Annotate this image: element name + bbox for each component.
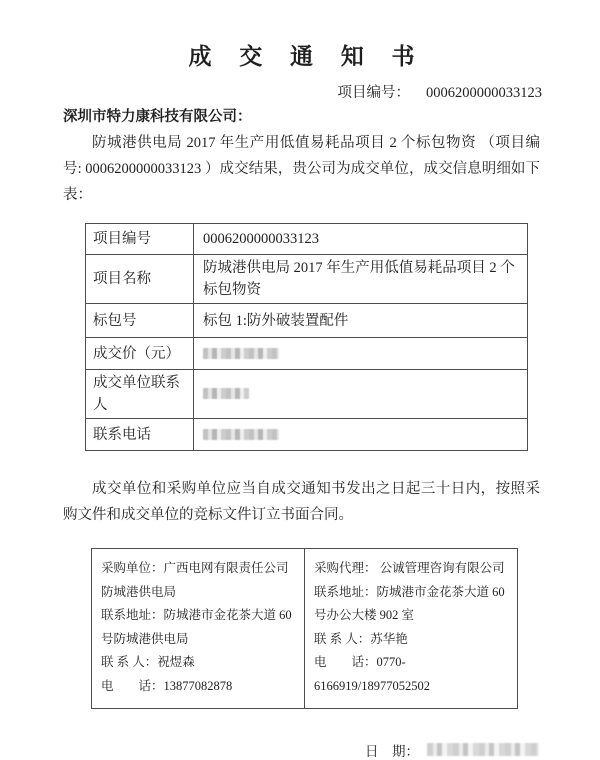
agent-cell	[305, 549, 518, 709]
agent-address: 联系地址：防城港市金花茶大道 60 号办公大楼 902 室	[314, 584, 505, 622]
row-label: 成交单位联系人	[86, 370, 194, 419]
redacted-contact-name-value	[203, 388, 249, 399]
redacted-phone-value	[203, 429, 279, 440]
row-label: 项目名称	[86, 255, 194, 304]
agent-unit: 采购代理： 公诚管理咨询有限公司	[314, 561, 505, 575]
agent-phone: 电 话：0770-6166919/18977052502	[314, 655, 430, 693]
project-number-line	[63, 81, 542, 102]
table-row	[86, 370, 528, 419]
row-value-redacted	[194, 370, 528, 419]
page-title: 成 交 通 知 书	[188, 44, 426, 69]
table-row	[86, 419, 528, 451]
table-row	[92, 549, 518, 709]
project-number-label: 项目编号：	[337, 85, 410, 101]
project-number-value: 0006200000033123	[426, 85, 542, 101]
row-label: 项目编号	[86, 224, 194, 255]
addressee: 深圳市特力康科技有限公司：	[63, 109, 252, 125]
agent-contact: 联 系 人：苏华艳	[314, 631, 408, 646]
row-value: 标包 1:防外破装置配件	[194, 304, 528, 338]
redacted-price-value	[203, 348, 279, 359]
contract-notice-paragraph: 成交单位和采购单位应当自成交通知书发出之日起三十日内，按照采购文件和成交单位的竞标文件订立书面合同。	[63, 481, 540, 523]
row-value: 防城港供电局 2017 年生产用低值易耗品项目 2 个标包物资	[194, 255, 528, 304]
table-row	[86, 304, 528, 338]
table-row	[86, 255, 528, 304]
table-row	[86, 224, 528, 255]
row-label: 标包号	[86, 304, 194, 338]
redacted-date-value	[427, 743, 539, 756]
row-value: 0006200000033123	[194, 224, 528, 255]
row-label: 联系电话	[86, 419, 194, 451]
parties-contact-table	[91, 548, 518, 709]
row-label: 成交价（元）	[86, 338, 194, 370]
intro-paragraph: 防城港供电局 2017 年生产用低值易耗品项目 2 个标包物资 （项目编号: 0006200000033123 ）成交结果，贵公司为成交单位，成交信息明细如下表：	[63, 135, 540, 203]
purchaser-unit: 采购单位：广西电网有限责任公司防城港供电局	[101, 561, 289, 599]
purchaser-contact: 联 系 人：祝煜森	[101, 655, 195, 669]
purchaser-address: 联系地址：防城港市金花茶大道 60 号防城港供电局	[101, 608, 292, 646]
row-value-redacted	[194, 338, 528, 370]
date-line	[63, 740, 540, 760]
purchaser-cell	[92, 549, 305, 709]
purchaser-phone: 电 话：13877082878	[101, 678, 233, 693]
row-value-redacted	[194, 419, 528, 451]
table-row	[86, 338, 528, 370]
award-info-table	[85, 223, 528, 451]
date-label: 日 期：	[365, 744, 419, 759]
